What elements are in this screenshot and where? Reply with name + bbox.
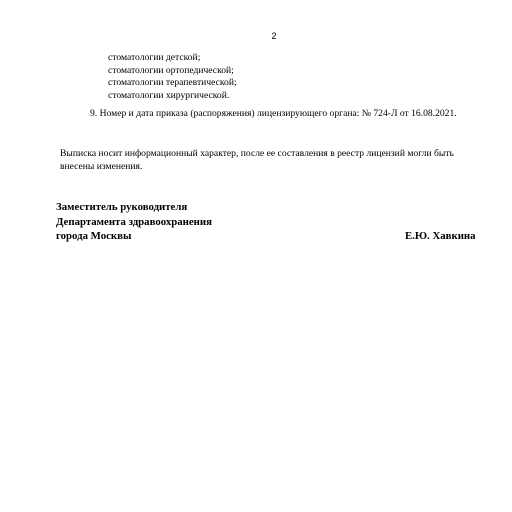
list-item: стоматологии терапевтической; xyxy=(108,77,237,88)
disclaimer-line: внесены изменения. xyxy=(60,161,143,172)
signatory-name: Е.Ю. Хавкина xyxy=(405,230,476,242)
disclaimer-line: Выписка носит информационный характер, после ее составления в реестр лицензий могли быть xyxy=(60,148,454,159)
signatory-position xyxy=(56,200,212,244)
list-item: стоматологии ортопедической; xyxy=(108,64,234,76)
position-line: Департамента здравоохранения xyxy=(56,215,212,228)
position-line: города Москвы xyxy=(56,230,132,243)
specialty-list xyxy=(108,52,237,102)
list-item: стоматологии детской; xyxy=(108,52,201,63)
position-line: Заместитель руководителя xyxy=(56,201,188,213)
disclaimer-note xyxy=(60,147,500,173)
list-item: стоматологии хирургической. xyxy=(108,89,230,101)
order-number-item: 9. Номер и дата приказа (распоряжения) лицензирующего органа: № 724-Л от 16.08.2021. xyxy=(90,108,457,119)
page-number: 2 xyxy=(271,31,277,41)
